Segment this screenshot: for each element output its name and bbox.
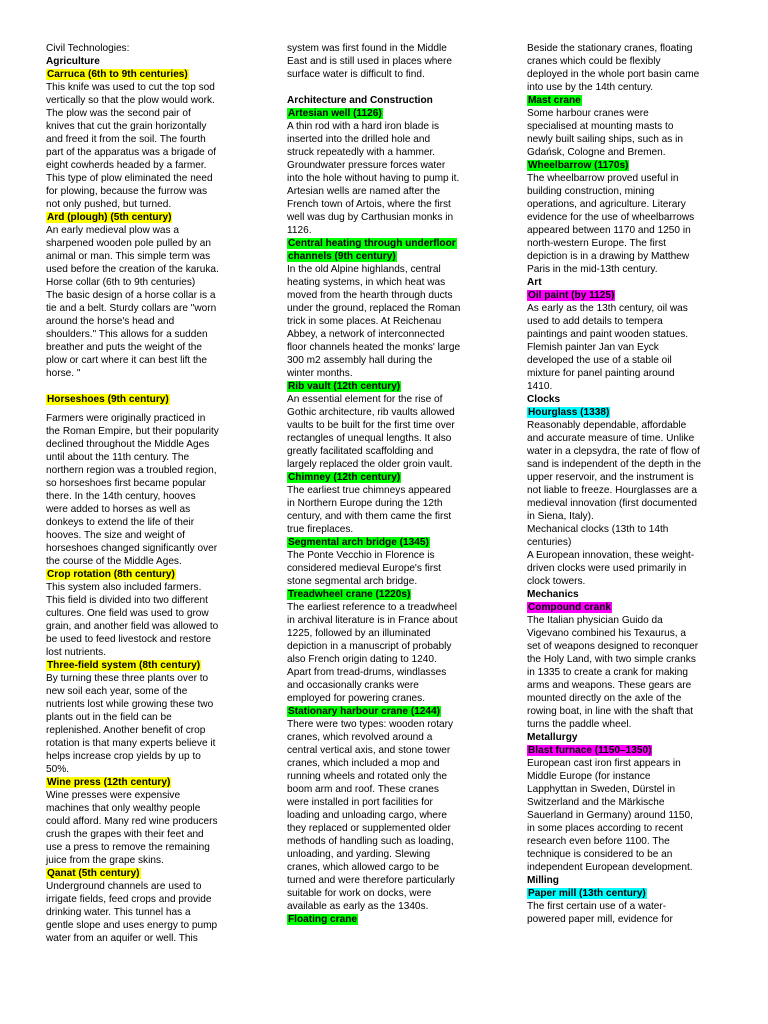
body-text-line: rotation is that many experts believe it [46,738,216,749]
body-text-line: technique is considered to be an [527,849,673,860]
section-heading [527,406,732,419]
highlighted-heading: Central heating through underfloor [288,238,456,249]
highlighted-heading: Blast furnace (1150–1350) [528,745,652,756]
body-text-line: rowing boat, in line with the shaft that [527,706,694,717]
body-text-line: irrigate fields, feed crops and provide [46,894,212,905]
highlighted-heading: channels (9th century) [288,251,396,262]
body-text-line: turned and were therefore particularly [287,875,455,886]
body-text-line: depiction is in a drawing by Matthew [527,251,690,262]
section-block [527,42,732,94]
body-text-line: trick in some places. At Reichenau [287,316,442,327]
body-text-line: Some harbour cranes were [527,108,649,119]
body-text-line: stone segmental arch bridge. [287,576,418,587]
highlighted-heading: Artesian well (1126) [288,108,382,119]
highlighted-heading: Mast crane [528,95,581,106]
body-text-line: so horseshoes first became popular [46,478,206,489]
category-heading: Architecture and Construction [287,95,433,106]
section-block [46,867,251,945]
body-text-line: donkeys to extend the life of their [46,517,195,528]
highlighted-heading: Hourglass (1338) [528,407,610,418]
body-text-line: central vertical axis, and stone tower [287,745,451,756]
body-text-line: suitable for work on docks, were [287,888,432,899]
body-text-line: there. In the 14th century, hooves [46,491,196,502]
body-text-line: sand is independent of the depth in the [527,459,701,470]
body-text-line: century, and with them came the first [287,511,452,522]
body-text-line: the Holy Land, with two simple cranks [527,654,696,665]
body-text-line: in some places according to recent [527,823,683,834]
body-text-line: were installed in port facilities for [287,797,433,808]
body-text-line: rectangles of unequal lengths. It also [287,433,452,444]
body-text-line: The basic design of a horse collar is a [46,290,216,301]
body-text-line: well was dug by Carthusian monks in [287,212,454,223]
body-text-line: and accurate measure of time. Unlike [527,433,695,444]
body-text-line: A European innovation, these weight- [527,550,695,561]
body-text-line: turns the paddle wheel. [527,719,632,730]
body-text-line: horse. " [46,368,81,379]
body-text-line: hooves. The size and weight of [46,530,185,541]
body-text-line: boom arm and roof. These cranes [287,784,439,795]
section-block [527,94,732,159]
body-text-line: used before the creation of the karuka. [46,264,219,275]
body-text-line: system was first found in the Middle [287,43,447,54]
body-text-line: Mechanical clocks (13th to 14th [527,524,669,535]
body-text-line: research even before 1100. The [527,836,670,847]
body-text-line: plants out in the field can be [46,712,172,723]
body-text-line: evidence for the use of wheelbarrows [527,212,695,223]
body-text-line: surface water is difficult to find. [287,69,425,80]
body-text-line: deployed in the whole port basin came [527,69,700,80]
body-text-line: declined throughout the Middle Ages [46,439,210,450]
highlighted-heading: Wine press (12th century) [47,777,171,788]
section-heading [527,94,732,107]
body-text-line: they replaced or supplemented older [287,823,451,834]
column-3 [527,42,732,926]
body-text-line: struck repeatedly with a hammer. [287,147,436,158]
body-text-line: machines that only wealthy people [46,803,201,814]
body-text-line: The earliest reference to a treadwheel [287,602,458,613]
section-block [527,874,732,926]
section-block [46,776,251,867]
body-text-line: knives that cut the grain horizontally [46,121,207,132]
body-text-line: into use by the 14th century. [527,82,654,93]
highlighted-heading: Crop rotation (8th century) [47,569,175,580]
body-text-line: independent European development. [527,862,693,873]
body-text-line: new soil each year, some of the [46,686,188,697]
body-text-line: into the hole without having to pump it. [287,173,460,184]
body-text-line: cranes, which included a mop and [287,758,440,769]
body-text-line: around the horse's head and [46,316,175,327]
section-heading [527,601,732,614]
body-text-line: Reasonably dependable, affordable [527,420,687,431]
body-text-line: The plow was the second pair of [46,108,191,119]
body-text-line: upper reservoir, and the instrument is [527,472,694,483]
highlighted-heading: Treadwheel crane (1220s) [288,589,411,600]
body-text-line: appeared between 1170 and 1250 in [527,225,691,236]
body-text-line: sharpened wooden pole pulled by an [46,238,211,249]
body-text-line: This field is divided into two different [46,595,208,606]
body-text-line: used to add details to tempera [527,316,663,327]
body-text-line: and freed it from the soil. The fourth [46,134,206,145]
section-heading [46,659,251,672]
section-heading [287,588,492,601]
body-text-line: East and is still used in places where [287,56,452,67]
body-text-line: French town of Artois, where the first [287,199,451,210]
body-text-line: vaults to be built for the first time over [287,420,455,431]
highlighted-heading: Chimney (12th century) [288,472,401,483]
body-text-line: Lapphyttan in Sweden, Dürstel in [527,784,676,795]
highlighted-heading: Floating crane [288,914,357,925]
section-heading [287,471,492,484]
section-block [46,55,251,211]
body-text-line: running wheels and rotated only the [287,771,447,782]
section-heading [287,380,492,393]
body-text-line: This knife was used to cut the top sod [46,82,215,93]
document-title: Civil Technologies: [46,43,130,54]
body-text-line: 300 m2 assembly hall during the [287,355,433,366]
body-text-line: Gdańsk, Cologne and Bremen. [527,147,666,158]
body-text-line: north-western Europe. The first [527,238,666,249]
section-heading [46,211,251,224]
section-heading [527,159,732,172]
body-text-line: replenished. Another benefit of crop [46,725,206,736]
body-text-line: European cast iron first appears in [527,758,681,769]
section-block [527,731,732,874]
section-block [46,380,251,568]
body-text-line: 50%. [46,764,70,775]
section-block [46,211,251,380]
body-text-line: not liable to freeze. Hourglasses are a [527,485,698,496]
body-text-line: Flemish painter Jan van Eyck [527,342,659,353]
body-text-line: 1126. [287,225,312,236]
body-text-line: Abbey, a network of interconnected [287,329,445,340]
body-text-line: drinking water. This tunnel has a [46,907,191,918]
body-text-line: Vigevano combined his Texaurus, a [527,628,686,639]
category-heading: Milling [527,875,559,886]
body-text-line: could afford. Many red wine producers [46,816,218,827]
category-heading: Mechanics [527,589,579,600]
section-heading [527,744,732,757]
body-text-line: eight cowherds headed by a farmer. [46,160,207,171]
body-text-line: part of the apparatus was a brigade of [46,147,217,158]
highlighted-heading: Oil paint (by 1125) [528,290,615,301]
body-text-line: the course of the Middle Ages. [46,556,182,567]
highlighted-heading: Wheelbarrow (1170s) [528,160,629,171]
body-text-line: The first certain use of a water- [527,901,667,912]
body-text-line: cranes, which revolved around a [287,732,433,743]
column-2 [287,42,492,926]
body-text-line: be used to feed livestock and restore [46,634,211,645]
section-block [287,913,492,926]
body-text-line: clock towers. [527,576,586,587]
body-text-line: largely replaced the older groin vault. [287,459,453,470]
body-text-line: building construction, mining [527,186,655,197]
body-text-line: shoulders." This allows for a sudden [46,329,208,340]
category-heading: Agriculture [46,56,100,67]
body-text-line: medieval innovation (first documented [527,498,698,509]
body-text-line: until about the 11th century. The [46,452,190,463]
highlighted-heading: Paper mill (13th century) [528,888,646,899]
highlighted-heading: Horseshoes (9th century) [47,394,169,405]
spacer [46,380,251,393]
section-block [527,159,732,276]
body-text-line: methods of handling such as loading, [287,836,454,847]
body-text-line: depiction in a manuscript of probably [287,641,452,652]
body-text-line: arms and weapons. These gears are [527,680,692,691]
section-heading [287,107,492,120]
body-text-line: The Italian physician Guido da [527,615,663,626]
body-text-line: horseshoes changed significantly over [46,543,218,554]
body-text-line: There were two types: wooden rotary [287,719,454,730]
body-text-line: available as early as the 1340s. [287,901,429,912]
body-text-line: were added to horses as well as [46,504,191,515]
body-text-line: nutrients lost while growing these two [46,699,214,710]
body-text-line: plow or cart where it can best lift the [46,355,208,366]
body-text-line: In the old Alpine highlands, central [287,264,441,275]
section-heading [287,705,492,718]
body-text-line: An early medieval plow was a [46,225,179,236]
body-text-line: helps increase crop yields by up to [46,751,201,762]
body-text-line: Switzerland and the Märkische [527,797,665,808]
body-text-line: northern region was a troubled region, [46,465,217,476]
body-text-line: Groundwater pressure forces water [287,160,446,171]
body-text-line: paintings and paint wooden statues. [527,329,689,340]
body-text-line: An essential element for the rise of [287,394,443,405]
body-text-line: water from an aquifer or well. This [46,933,198,944]
body-text-line: animal or man. This simple term was [46,251,211,262]
section-block [287,471,492,536]
section-block [527,393,732,588]
body-text-line: developed the use of a stable oil [527,355,672,366]
body-text-line: Wine presses were expensive [46,790,181,801]
body-text-line: tie and a belt. Sturdy collars are "worn [46,303,217,314]
body-text-line: This type of plow eliminated the need [46,173,213,184]
body-text-line: 1410. [527,381,553,392]
body-text-line: By turning these three plants over to [46,673,209,684]
body-text-line: operations, and agriculture. Literary [527,199,686,210]
body-text-line: Paris in the mid-13th century. [527,264,658,275]
category-heading: Art [527,277,542,288]
body-text-line: in Northern Europe during the 12th [287,498,443,509]
body-text-line: and occasionally cranks were [287,680,419,691]
section-block [287,536,492,588]
section-block [46,568,251,659]
section-block [287,42,492,81]
highlighted-heading: Stationary harbour crane (1244) [288,706,441,717]
column-1 [46,42,251,945]
body-text-line: the Roman Empire, but their popularity [46,426,219,437]
section-heading [46,68,251,81]
body-text-line: The wheelbarrow proved useful in [527,173,679,184]
body-text-line: Beside the stationary cranes, floating [527,43,693,54]
body-text-line: for plowing, because the furrow was [46,186,208,197]
body-text-line: in archival literature is in France about [287,615,458,626]
highlighted-heading: Three-field system (8th century) [47,660,201,671]
section-block [527,276,732,393]
body-text-line: not only pushed, but turned. [46,199,172,210]
body-text-line: A thin rod with a hard iron blade is [287,121,440,132]
highlighted-heading: Ard (plough) (5th century) [47,212,172,223]
section-heading [46,568,251,581]
body-text-line: centuries) [527,537,572,548]
body-text-line: inserted into the drilled hole and [287,134,431,145]
section-block [46,659,251,776]
highlighted-heading: Carruca (6th to 9th centuries) [47,69,188,80]
body-text-line: in 1335 to create a crank for making [527,667,689,678]
body-text-line: Underground channels are used to [46,881,202,892]
highlighted-heading: Compound crank [528,602,611,613]
section-block [287,81,492,237]
body-text-line: driven clocks were used primarily in [527,563,687,574]
body-text-line: use a press to remove the remaining [46,842,210,853]
body-text-line: water in a clepsydra, the rate of flow of [527,446,700,457]
section-heading [46,867,251,880]
body-text-line: 1225, followed by an illuminated [287,628,431,639]
body-text-line: Apart from tread-drums, windlasses [287,667,447,678]
section-heading [287,237,492,250]
body-text-line: Gothic architecture, rib vaults allowed [287,407,455,418]
body-text-line: cranes which could be flexibly [527,56,661,67]
section-heading [46,776,251,789]
body-text-line: moved from the hearth through ducts [287,290,453,301]
body-text-line: As early as the 13th century, oil was [527,303,688,314]
body-text-line: gentle slope and uses energy to pump [46,920,218,931]
section-block [287,237,492,380]
body-text-line: The Ponte Vecchio in Florence is [287,550,435,561]
body-text-line: Sauerland in Germany) around 1150, [527,810,693,821]
highlighted-heading: Rib vault (12th century) [288,381,401,392]
highlighted-heading: Segmental arch bridge (1345) [288,537,429,548]
body-text-line: This system also included farmers. [46,582,202,593]
body-text-line: floor channels heated the monks' large [287,342,461,353]
body-text-line: loading and unloading cargo, where [287,810,447,821]
body-text-line: employed for powering cranes. [287,693,426,704]
body-text-line: greatly facilitated scaffolding and [287,446,434,457]
body-text-line: heating systems, in which heat was [287,277,446,288]
body-text-line: grain, and another field was allowed to [46,621,219,632]
section-block [287,705,492,913]
body-text-line: The earliest true chimneys appeared [287,485,451,496]
body-text-line: winter months. [287,368,353,379]
body-text-line: lost nutrients. [46,647,107,658]
section-heading [287,536,492,549]
section-heading [287,913,492,926]
body-text-line: considered medieval Europe's first [287,563,441,574]
body-text-line: Horse collar (6th to 9th centuries) [46,277,196,288]
section-heading [46,393,251,406]
category-heading: Clocks [527,394,561,405]
body-text-line: unloading, and yarding. Slewing [287,849,431,860]
body-text-line: in Siena, Italy). [527,511,594,522]
body-text-line: Farmers were originally practiced in [46,413,206,424]
body-text-line: crush the grapes with their feet and [46,829,204,840]
body-text-line: Artesian wells are named after the [287,186,441,197]
body-text-line: set of weapons designed to reconquer [527,641,699,652]
body-text-line: also French origin dating to 1240. [287,654,437,665]
body-text-line: mixture for panel painting around [527,368,675,379]
body-text-line: cranes, which allowed cargo to be [287,862,440,873]
body-text-line: cultures. One field was used to grow [46,608,209,619]
section-heading [527,289,732,302]
highlighted-heading: Qanat (5th century) [47,868,140,879]
body-text-line: vertically so that the plow would work. [46,95,215,106]
section-block [287,380,492,471]
body-text-line: specialised at mounting masts to [527,121,674,132]
spacer [287,81,492,94]
section-heading [287,250,492,263]
body-text-line: under the ground, replaced the Roman [287,303,461,314]
body-text-line: mounted directly on the axle of the [527,693,682,704]
body-text-line: breather and puts the weight of the [46,342,202,353]
body-text-line: powered paper mill, evidence for [527,914,673,925]
body-text-line: Middle Europe (for instance [527,771,651,782]
category-heading: Metallurgy [527,732,578,743]
section-block [287,588,492,705]
section-block [527,588,732,731]
section-heading [527,887,732,900]
body-text-line: juice from the grape skins. [46,855,164,866]
body-text-line: true fireplaces. [287,524,354,535]
body-text-line: newly built sailing ships, such as in [527,134,683,145]
